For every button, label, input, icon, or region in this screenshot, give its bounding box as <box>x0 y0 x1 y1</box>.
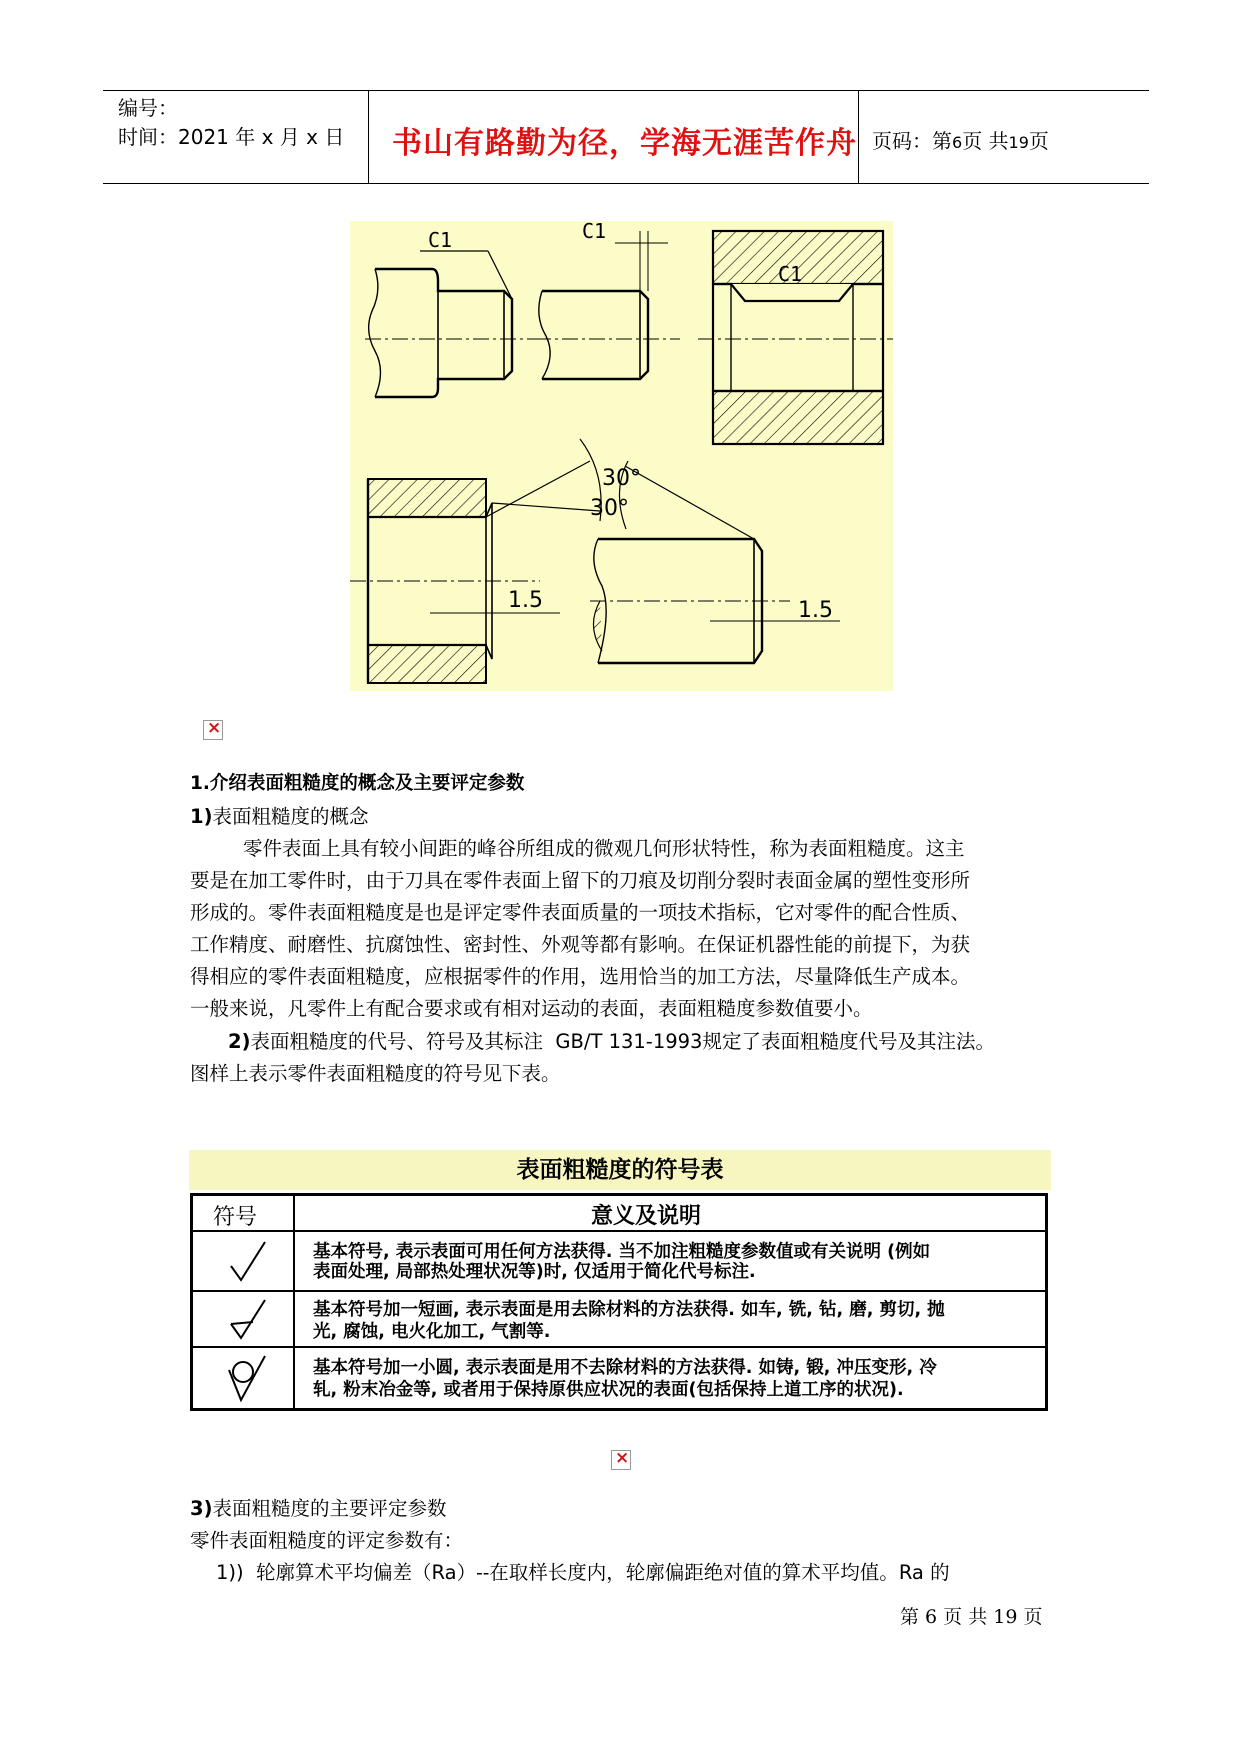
label-dim-a: 1.5 <box>508 588 543 613</box>
symbol-table <box>190 1193 1048 1411</box>
page-footer: 第 6 页 共 19 页 <box>900 1606 1043 1628</box>
no-material-removal-symbol-icon <box>223 1352 271 1404</box>
page-current: 6 <box>952 133 963 152</box>
label-angle-b: 30° <box>590 496 629 521</box>
header-top-rule <box>103 90 1149 91</box>
subheading-3 <box>190 1493 447 1525</box>
label-angle-a: 30° <box>602 466 641 491</box>
para1-line: 得相应的零件表面粗糙度，应根据零件的作用，选用恰当的加工方法，尽量降低生产成本。 <box>190 965 971 988</box>
item-1-text-b: ）--在取样长度内，轮廓偏距绝对值的算术平均值。 <box>456 1561 899 1584</box>
subheading-2-tail: 规定了表面粗糙度代号及其注法。 <box>702 1030 995 1053</box>
label-c1-b: C1 <box>582 221 607 243</box>
table-header-row <box>193 1196 1045 1232</box>
header-page-indicator <box>872 125 1049 154</box>
page-mid: 页 共 <box>962 129 1009 153</box>
page-prefix: 页码：第 <box>872 129 952 153</box>
item-1-num: 1)) <box>216 1561 244 1584</box>
section-heading: 1.介绍表面粗糙度的概念及主要评定参数 <box>190 773 525 794</box>
label-c1-a: C1 <box>428 228 453 252</box>
para1-line: 一般来说，凡零件上有配合要求或有相对运动的表面，表面粗糙度参数值要小。 <box>190 997 873 1020</box>
item-1-ra: Ra <box>431 1561 457 1584</box>
header-time-label: 时间：2021 年 x 月 x 日 <box>118 125 345 149</box>
item-1-text-a: 轮廓算术平均偏差（ <box>256 1561 432 1584</box>
table-row-text: 轧, 粉末冶金等, 或者用于保持原供应状况的表面(包括保持上道工序的状况). <box>313 1380 904 1400</box>
table-row <box>193 1232 1045 1292</box>
table-col-symbol: 符号 <box>213 1205 258 1230</box>
para1-line: 零件表面上具有较小间距的峰谷所组成的微观几何形状特性，称为表面粗糙度。这主 <box>243 837 965 860</box>
label-c1-c: C1 <box>778 262 803 286</box>
header-motto: 书山有路勤为径，学海无涯苦作舟 <box>392 126 857 161</box>
subheading-1 <box>190 801 369 833</box>
list-item <box>216 1557 950 1589</box>
page-suffix: 页 <box>1028 129 1049 153</box>
table-row <box>193 1348 1045 1408</box>
subheading-2 <box>228 1026 995 1058</box>
subheading-1-num: 1) <box>190 805 213 828</box>
header-bottom-rule <box>103 183 1149 184</box>
table-row-text: 光, 腐蚀, 电火化加工, 气割等. <box>313 1322 551 1342</box>
subheading-1-text: 表面粗糙度的概念 <box>212 805 369 828</box>
symbol-table-title: 表面粗糙度的符号表 <box>189 1150 1051 1190</box>
material-removal-symbol-icon <box>227 1298 271 1344</box>
table-row-text: 基本符号, 表示表面可用任何方法获得. 当不加注粗糙度参数值或有关说明 (例如 <box>313 1242 931 1262</box>
header-number-label: 编号： <box>118 96 178 120</box>
label-dim-b: 1.5 <box>798 598 833 623</box>
table-col-meaning: 意义及说明 <box>591 1204 702 1229</box>
page-total: 19 <box>1008 133 1029 152</box>
subheading-3-text: 表面粗糙度的主要评定参数 <box>212 1497 447 1520</box>
broken-image-icon: × <box>611 1450 631 1470</box>
item-1-text-c: 的 <box>923 1561 950 1584</box>
subheading-2-num: 2) <box>228 1030 251 1053</box>
table-row-text: 基本符号加一短画, 表示表面是用去除材料的方法获得. 如车, 铣, 钻, 磨, 剪切, 抛 <box>313 1300 945 1320</box>
standard-code: GB/T 131-1993 <box>555 1030 703 1053</box>
subheading-2-text: 表面粗糙度的代号、符号及其标注 <box>250 1030 543 1053</box>
subheading-3-num: 3) <box>190 1497 213 1520</box>
table-row-text: 基本符号加一小圆, 表示表面是用不去除材料的方法获得. 如铸, 锻, 冲压变形, 冷 <box>313 1358 937 1378</box>
chamfer-drawing-figure <box>350 221 893 691</box>
para1-line: 工作精度、耐磨性、抗腐蚀性、密封性、外观等都有影响。在保证机器性能的前提下，为获 <box>190 933 971 956</box>
table-row <box>193 1292 1045 1348</box>
basic-roughness-symbol-icon <box>227 1240 271 1284</box>
item-1-ra-2: Ra <box>898 1561 924 1584</box>
para1-line: 形成的。零件表面粗糙度是也是评定零件表面质量的一项技术指标，它对零件的配合性质、 <box>190 901 971 924</box>
para3-intro: 零件表面粗糙度的评定参数有： <box>190 1529 464 1552</box>
table-row-text: 表面处理, 局部热处理状况等)时, 仅适用于简化代号标注. <box>313 1262 756 1282</box>
header-divider-left <box>368 90 369 183</box>
broken-image-icon: × <box>203 720 223 740</box>
para1-line: 要是在加工零件时，由于刀具在零件表面上留下的刀痕及切削分裂时表面金属的塑性变形所 <box>190 869 971 892</box>
header-divider-right <box>858 90 859 183</box>
para2-line: 图样上表示零件表面粗糙度的符号见下表。 <box>190 1062 561 1085</box>
